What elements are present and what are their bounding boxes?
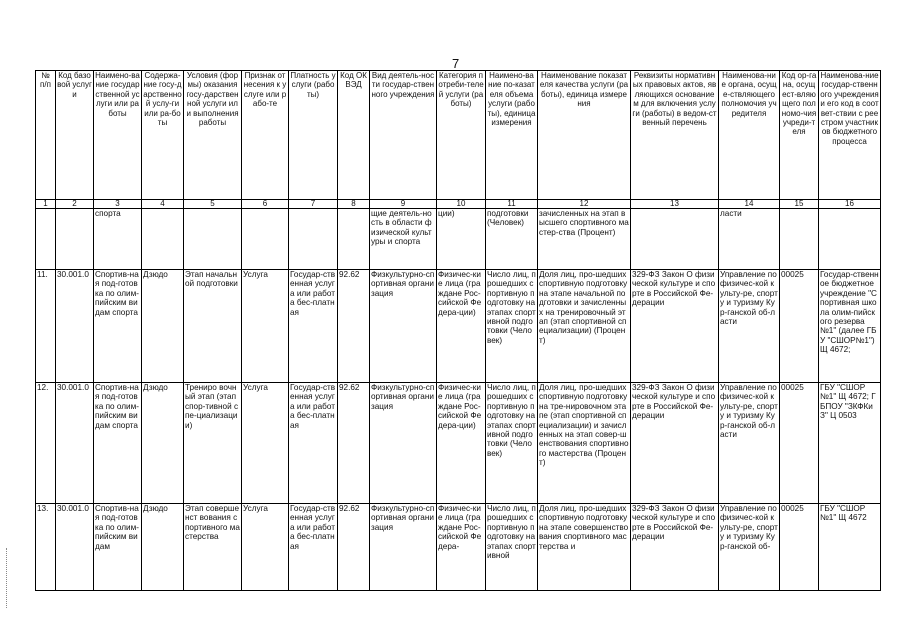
- table-cell: Дзюдо: [142, 504, 184, 591]
- table-cell: Услуга: [242, 383, 289, 504]
- table-cell: 329-ФЗ Закон О физической культуре и спорте в Российской Фе-дерации: [631, 504, 719, 591]
- table-cell: 30.001.0: [56, 270, 94, 383]
- table-cell: 30.001.0: [56, 504, 94, 591]
- table-cell: 00025: [780, 270, 819, 383]
- table-cell: Трениро вочный этап (этап спор-тивной спе-циализации): [184, 383, 242, 504]
- header-cell: Наименова-ние государ-ственного учреждения и его код в соответ-ствии с реестром участников бюджетного процесса: [819, 71, 881, 200]
- table-cell: Услуга: [242, 504, 289, 591]
- table-cell: Доля лиц, про-шедших спортивную подготовку на тре-нировочном этапе (этап спортивной специализации) и зачисленных на этап совер-шенствования спортивного мастерства (Процент): [538, 383, 631, 504]
- table-cell: 329-ФЗ Закон О физической культуре и спорте в Российской Фе-дерации: [631, 383, 719, 504]
- table-cell: ласти: [719, 209, 780, 270]
- column-number: 1: [36, 200, 56, 209]
- table-row: [36, 270, 881, 383]
- table-cell: зачисленных на этап высшего спортивного мастер-ства (Процент): [538, 209, 631, 270]
- table-cell: Число лиц, прошедших спортивную подготовку на этапах спортивной подготовки (Человек): [486, 383, 538, 504]
- header-cell: Наимено-вание государственной услуги или работы: [94, 71, 142, 200]
- table-cell: подготовки (Человек): [486, 209, 538, 270]
- column-number: 7: [289, 200, 338, 209]
- column-number: 12: [538, 200, 631, 209]
- column-number: 15: [780, 200, 819, 209]
- header-cell: Наименова-ние органа, осуще-ствляющего полномочия учредителя: [719, 71, 780, 200]
- table-cell: 00025: [780, 504, 819, 591]
- table-cell: [780, 209, 819, 270]
- header-cell: Реквизиты нормативных правовых актов, являющихся основанием для включения услуги (работы) в ведом-ственный перечень: [631, 71, 719, 200]
- column-number: 13: [631, 200, 719, 209]
- table-cell: Физкультурно-спортивная организация: [370, 504, 437, 591]
- table-cell: 00025: [780, 383, 819, 504]
- table-cell: 30.001.0: [56, 383, 94, 504]
- table-row: [36, 383, 881, 504]
- table-cell: [819, 209, 881, 270]
- table-cell: 92.62: [338, 383, 370, 504]
- table-cell: ГБУ "СШОР№1" Щ 4672: [819, 504, 881, 591]
- table-cell: Управление по физичес-кой культу-ре, спорту и туризму Кур-ганской об-ласти: [719, 270, 780, 383]
- table-cell: [242, 209, 289, 270]
- table-row: [36, 209, 881, 270]
- table-cell: Государ-ственная услуга или работа бес-платная: [289, 270, 338, 383]
- column-number: 9: [370, 200, 437, 209]
- table-cell: [36, 209, 56, 270]
- table-cell: Физичес-кие лица (граждане Рос-сийской Федера-ции): [437, 383, 486, 504]
- table-cell: [289, 209, 338, 270]
- table-cell: [338, 209, 370, 270]
- table-cell: ГБУ "СШОР№1" Щ 4672; ГБПОУ "ЗКФКиЗ" Ц 0503: [819, 383, 881, 504]
- table-cell: 12.: [36, 383, 56, 504]
- table-cell: Управление по физичес-кой культу-ре, спорту и туризму Кур-ганской об-: [719, 504, 780, 591]
- table-cell: Доля лиц, про-шедших спортивную подготовку на этапе начальной подготовки и зачисленных на тренировочный этап (этап спортивной специализации) (Процент): [538, 270, 631, 383]
- header-cell: № п/п: [36, 71, 56, 200]
- header-cell: Признак отнесения к услуге или рабо-те: [242, 71, 289, 200]
- header-cell: Категория потреби-телей услуги (работы): [437, 71, 486, 200]
- table-cell: Спортив-ная под-готовка по олим-пийским видам спорта: [94, 270, 142, 383]
- table-cell: 13.: [36, 504, 56, 591]
- page-number: 7: [452, 56, 460, 71]
- column-number: 5: [184, 200, 242, 209]
- table-cell: Дзюдо: [142, 270, 184, 383]
- table-cell: спорта: [94, 209, 142, 270]
- table-cell: 92.62: [338, 504, 370, 591]
- table-cell: Этап совершенст вования спортивного мастерства: [184, 504, 242, 591]
- table-cell: Государ-ственное бюджетное учреждение "Спортивная школа олим-пийского резерва №1" (далее ГБУ "СШОР№1") Щ 4672;: [819, 270, 881, 383]
- header-cell: Условия (формы) оказания госу-дарственной услуги или выполнения работы: [184, 71, 242, 200]
- column-number: 3: [94, 200, 142, 209]
- column-number: 8: [338, 200, 370, 209]
- table-cell: [184, 209, 242, 270]
- table-cell: Дзюдо: [142, 383, 184, 504]
- table-cell: Физичес-кие лица (граждане Рос-сийской Федера-: [437, 504, 486, 591]
- table-cell: Физичес-кие лица (граждане Рос-сийской Федера-ции): [437, 270, 486, 383]
- table-row: [36, 504, 881, 591]
- table-cell: 92.62: [338, 270, 370, 383]
- table-cell: [56, 209, 94, 270]
- header-cell: Код ор-гана, осущест-вляющего полномо-чия учреди-теля: [780, 71, 819, 200]
- table-cell: щие деятель-ность в области физической культуры и спорта: [370, 209, 437, 270]
- column-number: 16: [819, 200, 881, 209]
- services-registry-table: [35, 70, 881, 591]
- column-number: 11: [486, 200, 538, 209]
- margin-dotted-line: [6, 548, 8, 608]
- header-cell: Содержа-ние госу-дарственной услу-ги или ра-боты: [142, 71, 184, 200]
- header-cell: Вид деятель-ности государ-ственного учреждения: [370, 71, 437, 200]
- header-cell: Код базовой услуги: [56, 71, 94, 200]
- header-row: [36, 71, 881, 200]
- table-cell: Физкультурно-спортивная организация: [370, 383, 437, 504]
- header-cell: Платность услуги (работы): [289, 71, 338, 200]
- table-cell: 329-ФЗ Закон О физической культуре и спорте в Российской Фе-дерации: [631, 270, 719, 383]
- column-number: 2: [56, 200, 94, 209]
- table-cell: Спортив-ная под-готовка по олим-пийским видам: [94, 504, 142, 591]
- table-cell: Управление по физичес-кой культу-ре, спорту и туризму Кур-ганской об-ласти: [719, 383, 780, 504]
- table-cell: [142, 209, 184, 270]
- header-cell: Код ОКВЭД: [338, 71, 370, 200]
- table-cell: Этап начальной подготовки: [184, 270, 242, 383]
- table-cell: [631, 209, 719, 270]
- column-number: 4: [142, 200, 184, 209]
- table-cell: Спортив-ная под-готовка по олим-пийским видам спорта: [94, 383, 142, 504]
- table-cell: Доля лиц, про-шедших спортивную подготовку на этапе совершенствования спортивного мастерства и: [538, 504, 631, 591]
- table-cell: ции): [437, 209, 486, 270]
- header-cell: Наименование показателя качества услуги (работы), единица измерения: [538, 71, 631, 200]
- column-number: 6: [242, 200, 289, 209]
- table-cell: Физкультурно-спортивная организация: [370, 270, 437, 383]
- table-cell: Число лиц, прошедших спортивную подготовку на этапах спортивной подготовки (Человек): [486, 270, 538, 383]
- table-cell: Государ-ственная услуга или работа бес-платная: [289, 383, 338, 504]
- column-number: 14: [719, 200, 780, 209]
- column-number: 10: [437, 200, 486, 209]
- table-cell: Число лиц, прошедших спортивную подготовку на этапах спортивной: [486, 504, 538, 591]
- table-cell: 11.: [36, 270, 56, 383]
- table-cell: Услуга: [242, 270, 289, 383]
- column-number-row: [36, 200, 881, 209]
- table-cell: Государ-ственная услуга или работа бес-платная: [289, 504, 338, 591]
- header-cell: Наимено-вание по-казателя объема услуги (работы), единица измерения: [486, 71, 538, 200]
